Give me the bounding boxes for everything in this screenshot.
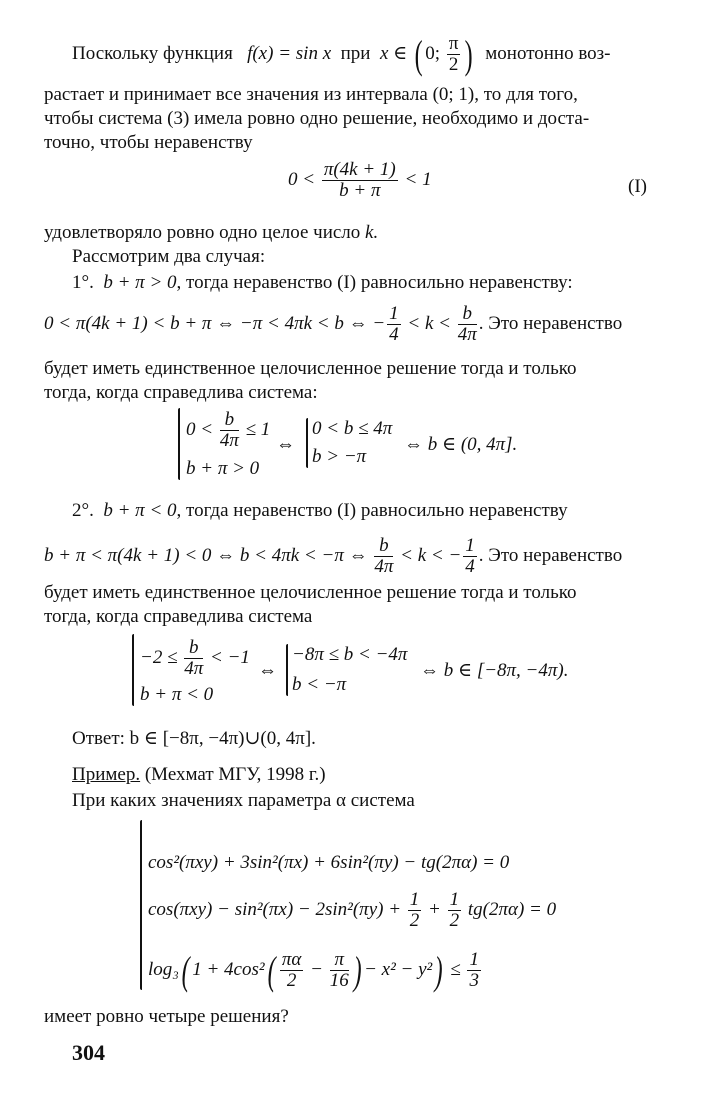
sys-part: ≤	[450, 958, 461, 980]
system-brace	[286, 644, 288, 696]
case-1-head	[72, 272, 573, 294]
sys-part: tg(2πα) = 0	[467, 898, 557, 920]
var-k: k.	[365, 222, 379, 243]
system-row-1: cos²(πxy) + 3sin²(πx) + 6sin²(πy) − tg(2πα) = 0	[148, 852, 510, 873]
paragraph-line-5	[44, 222, 378, 244]
answer-line: Ответ: b ∈ [−8π, −4π)∪(0, 4π].	[72, 728, 316, 749]
equivalence-arrow: ⇔	[276, 434, 295, 455]
frac-num: 1	[409, 889, 420, 910]
case-1-result: ⇔ b ∈ (0, 4π].	[404, 434, 518, 455]
page-number: 304	[72, 1040, 105, 1065]
fraction	[280, 950, 304, 991]
case-text: , тогда неравенство (I) равносильно неравенству	[176, 500, 568, 521]
frac-den: 4	[465, 556, 475, 577]
frac-den: 3	[469, 970, 479, 991]
sys-part: 0 <	[186, 418, 214, 440]
system-brace	[306, 418, 308, 468]
frac-den: 2	[286, 970, 297, 991]
fraction	[467, 950, 481, 991]
eq-part: b + π < π(4k + 1) < 0 ⇔ b < 4πk < −π ⇔	[44, 544, 368, 566]
case-2-system2-row-1: −8π ≤ b < −4π	[292, 644, 408, 665]
case-number: 1°.	[72, 272, 94, 293]
eq-part: < k < −	[400, 544, 462, 566]
case-number: 2°.	[72, 500, 94, 521]
case-2-system2-row-2: b < −π	[292, 674, 347, 695]
paren-close: )	[353, 947, 362, 993]
case-1-system2-row-2: b > −π	[312, 446, 367, 467]
system-brace	[132, 634, 134, 706]
system-row-3	[148, 947, 483, 993]
final-question: имеет ровно четыре решения?	[44, 1006, 289, 1027]
sys-part: − x² − y²	[364, 958, 433, 980]
case-2-line-3: тогда, когда справедлива система	[44, 606, 313, 627]
equivalence-arrow: ⇔	[258, 660, 277, 681]
fraction	[374, 536, 393, 577]
paren-close: )	[434, 947, 443, 993]
case-2-line-2: будет иметь единственное целочисленное решение тогда и только	[44, 582, 577, 603]
sys-part: ≤ 1	[245, 418, 271, 440]
paren-open: (	[181, 947, 190, 993]
inequality-I	[288, 160, 432, 201]
equation-label: (I)	[628, 176, 647, 197]
frac-den: 4π	[184, 658, 204, 679]
example-header	[72, 764, 326, 786]
frac-num: π	[448, 33, 459, 54]
eq-part: . Это неравенство	[478, 312, 623, 334]
paren-open: (	[267, 947, 276, 993]
fraction	[448, 890, 462, 931]
sys-part: −	[310, 958, 323, 980]
fraction	[184, 638, 203, 679]
function-expression: f(x) = sin x	[247, 42, 332, 64]
eq-part: 0 < π(4k + 1) < b + π ⇔ −π < 4πk < b ⇔ −	[44, 312, 386, 334]
frac-den: 4π	[374, 556, 394, 577]
sys-part: < −1	[210, 646, 250, 668]
frac-num: π(4k + 1)	[323, 159, 396, 180]
ineq-left: 0 <	[288, 168, 316, 190]
frac-den: 4	[389, 324, 399, 345]
frac-num: 1	[465, 535, 475, 556]
example-label: Пример.	[72, 764, 141, 785]
frac-num: πα	[281, 949, 302, 970]
sys-part: cos(πxy) − sin²(πx) − 2sin²(πy) +	[148, 898, 402, 920]
example-question: При каких значениях параметра α система	[72, 790, 415, 811]
word-pri: при	[340, 42, 371, 64]
frac-num: 1	[389, 303, 399, 324]
pi-over-two	[447, 34, 461, 75]
fraction	[408, 890, 422, 931]
fraction	[463, 536, 477, 577]
paragraph-line-2: растает и принимает все значения из интервала (0; 1), то для того,	[44, 84, 578, 105]
frac-den: 4π	[457, 324, 477, 345]
paragraph-line-3: чтобы система (3) имела ровно одно решение, необходимо и доста-	[44, 108, 590, 129]
system-row-2	[148, 890, 556, 931]
frac-den: 2	[449, 910, 460, 931]
case-1-line-3: тогда, когда справедлива система:	[44, 382, 318, 403]
case-1-system-row-2: b + π > 0	[186, 458, 260, 479]
frac-num: b	[458, 304, 477, 325]
fraction	[330, 950, 349, 991]
frac-num: b	[184, 638, 203, 659]
eq-part: < k <	[407, 312, 451, 334]
system-brace	[140, 820, 142, 990]
case-1-equation	[44, 304, 622, 345]
case-1-system2-row-1: 0 < b ≤ 4π	[312, 418, 393, 439]
paren-close: )	[465, 31, 474, 77]
case-condition: b + π < 0	[103, 500, 177, 521]
sys-part: 1 + 4cos²	[192, 958, 265, 980]
frac-den: 4π	[219, 430, 239, 451]
frac-den: 16	[329, 970, 349, 991]
frac-num: 1	[449, 889, 460, 910]
paragraph-line-6: Рассмотрим два случая:	[72, 246, 266, 267]
fraction	[458, 304, 477, 345]
frac-num: b	[220, 410, 239, 431]
case-2-system-row-2: b + π < 0	[140, 684, 214, 705]
paragraph-line-4: точно, чтобы неравенству	[44, 132, 253, 153]
fraction	[220, 410, 239, 451]
intro-line-1	[72, 31, 611, 77]
intro-suffix: монотонно воз-	[485, 42, 611, 64]
eq-part: . Это неравенство	[478, 544, 623, 566]
case-2-system-row-1	[140, 638, 250, 679]
case-2-head	[72, 500, 568, 522]
ineq-right: < 1	[404, 168, 432, 190]
case-1-system-row-1	[186, 410, 270, 451]
case-2-equation	[44, 536, 622, 577]
x-in: x ∈	[379, 42, 408, 64]
sys-part: −2 ≤	[140, 646, 178, 668]
line5-text: удовлетворяло ровно одно целое число	[44, 222, 361, 243]
frac-den: 2	[448, 54, 459, 75]
intro-text: Поскольку функция	[72, 42, 233, 64]
sys-part: log₃	[148, 958, 179, 980]
frac-num: b	[374, 536, 393, 557]
case-2-result: ⇔ b ∈ [−8π, −4π).	[420, 660, 569, 681]
sys-part: +	[428, 898, 441, 920]
system-brace	[178, 408, 180, 480]
ineq-fraction	[322, 160, 398, 201]
case-condition: b + π > 0	[103, 272, 177, 293]
frac-num: 1	[469, 949, 479, 970]
fraction	[387, 304, 401, 345]
frac-den: b + π	[339, 180, 381, 201]
frac-num: π	[330, 950, 349, 971]
frac-den: 2	[409, 910, 420, 931]
case-text: , тогда неравенство (I) равносильно неравенству:	[176, 272, 573, 293]
case-1-line-2: будет иметь единственное целочисленное решение тогда и только	[44, 358, 577, 379]
interval-start: 0;	[425, 42, 441, 64]
example-source: (Мехмат МГУ, 1998 г.)	[144, 764, 326, 785]
paren-open: (	[414, 31, 423, 77]
